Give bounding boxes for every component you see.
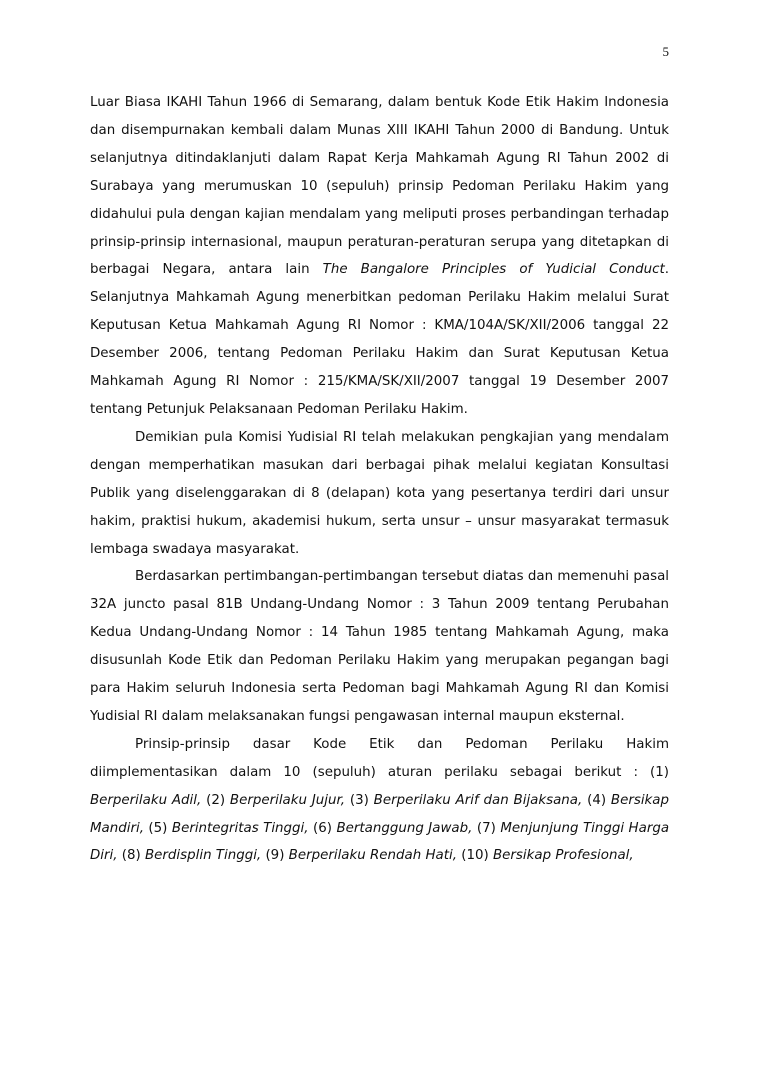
page-number: 5	[662, 44, 669, 59]
paragraph-text: (4)	[582, 792, 611, 808]
paragraph-text: (3)	[345, 792, 374, 808]
paragraph-text: (8)	[117, 848, 145, 864]
paragraph-text: (7)	[472, 820, 501, 836]
italic-text: Berdisplin Tinggi,	[145, 848, 262, 864]
italic-text: Bersikap Mandiri,	[90, 792, 669, 836]
italic-text: Berperilaku Rendah Hati,	[288, 848, 457, 864]
paragraph-text: Berdasarkan pertimbangan-pertimbangan tersebut diatas dan memenuhi pasal 32A juncto pasal 81B Undang-Undang Nomor : 3 Tahun 2009 tentang Perubahan Kedua Undang-Undang Nomor : 14 Tahun 1985 tentang Mahkamah Agung, maka disusunlah Kode Etik dan Pedoman Perilaku Hakim yang merupakan pegangan bagi para Hakim seluruh Indonesia serta Pedoman bagi Mahkamah Agung RI dan Komisi Yudisial RI dalam melaksanakan fungsi pengawasan internal maupun eksternal.	[90, 569, 669, 724]
paragraph-text: Prinsip-prinsip dasar Kode Etik dan Pedoman Perilaku Hakim diimplementasikan dalam 10 (sepuluh) aturan perilaku sebagai berikut : (1)	[90, 736, 669, 780]
italic-text: Berperilaku Arif dan Bijaksana,	[373, 792, 583, 808]
italic-text: Berintegritas Tinggi,	[171, 820, 309, 836]
paragraph-1	[90, 89, 669, 424]
paragraph-text: (6)	[308, 820, 337, 836]
italic-text: Bertanggung Jawab,	[336, 820, 473, 836]
paragraph-text: Demikian pula Komisi Yudisial RI telah melakukan pengkajian yang mendalam dengan memperhatikan masukan dari berbagai pihak melalui kegiatan Konsultasi Publik yang diselenggarakan di 8 (delapan) kota yang pesertanya terdiri dari unsur hakim, praktisi hukum, akademisi hukum, serta unsur – unsur masyarakat termasuk lembaga swadaya masyarakat.	[90, 429, 669, 557]
paragraph-text: (9)	[261, 848, 289, 864]
italic-text: Berperilaku Adil,	[90, 792, 202, 808]
italic-text: Berperilaku Jujur,	[229, 792, 345, 808]
paragraph-text: Luar Biasa IKAHI Tahun 1966 di Semarang, dalam bentuk Kode Etik Hakim Indonesia dan disempurnakan kembali dalam Munas XIII IKAHI Tahun 2000 di Bandung. Untuk selanjutnya ditindaklanjuti dalam Rapat Kerja Mahkamah Agung RI Tahun 2002 di Surabaya yang merumuskan 10 (sepuluh) prinsip Pedoman Perilaku Hakim yang didahului pula dengan kajian mendalam yang meliputi proses perbandingan terhadap prinsip-prinsip internasional, maupun peraturan-peraturan serupa yang ditetapkan di berbagai Negara, antara lain	[90, 95, 669, 278]
italic-text: Menjunjung Tinggi Harga Diri,	[90, 820, 670, 864]
paragraph-text: (2)	[201, 792, 230, 808]
paragraph-4	[90, 731, 669, 871]
paragraph-3	[90, 563, 669, 730]
body-text	[90, 89, 669, 870]
paragraph-text: (5)	[143, 820, 172, 836]
paragraph-text: . Selanjutnya Mahkamah Agung menerbitkan pedoman Perilaku Hakim melalui Surat Keputusan Ketua Mahkamah Agung RI Nomor : KMA/104A/SK/XII/2006 tanggal 22 Desember 2006, tentang Pedoman Perilaku Hakim dan Surat Keputusan Ketua Mahkamah Agung RI Nomor : 215/KMA/SK/XII/2007 tanggal 19 Desember 2007 tentang Petunjuk Pelaksanaan Pedoman Perilaku Hakim.	[90, 262, 670, 417]
italic-text: Bersikap Profesional,	[493, 848, 634, 864]
italic-text: The Bangalore Principles of Yudicial Conduct	[322, 262, 665, 278]
paragraph-text: (10)	[456, 848, 493, 864]
paragraph-2	[90, 424, 669, 564]
